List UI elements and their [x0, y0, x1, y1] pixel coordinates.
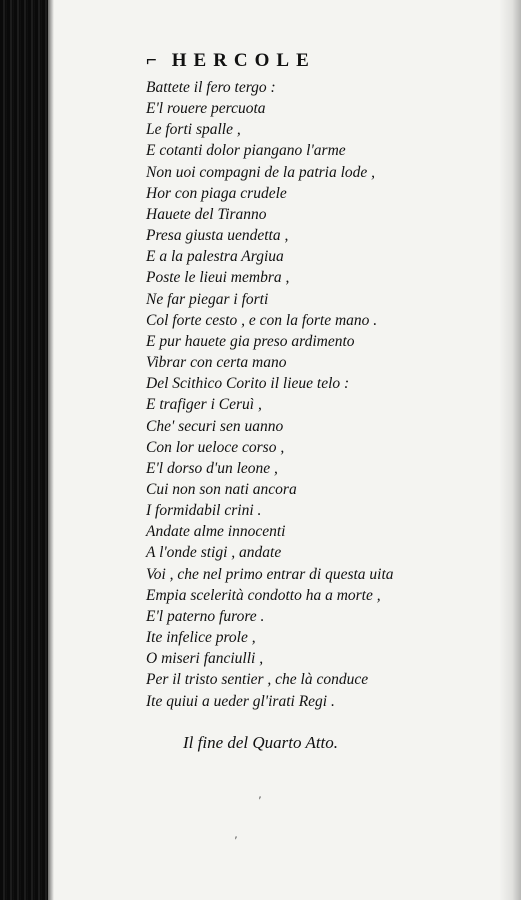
verse-line: E'l dorso d'un leone , [146, 459, 278, 477]
header-title: HERCOLE [171, 50, 316, 71]
verse-line: Andate alme innocenti [146, 523, 286, 541]
verse-line: E'l paterno furore . [146, 607, 265, 625]
verse-line: I formidabil crini . [146, 502, 262, 520]
verse-line: Vibrar con certa mano [146, 354, 287, 372]
verse-line: Hauete del Tiranno [146, 205, 267, 223]
verse-line: Del Scithico Corito il lieue telo : [146, 375, 350, 393]
page-right-shadow [499, 0, 521, 900]
verse-line: E a la palestra Argiua [146, 248, 284, 266]
verse-line: Poste le lieui membra , [146, 269, 290, 287]
verse-line: Cui non son nati ancora [146, 480, 297, 498]
stray-mark: ' [258, 793, 261, 807]
header-bracket: ⌐ [146, 50, 157, 71]
verse-block [146, 77, 446, 712]
verse-line: O miseri fanciulli , [146, 650, 264, 668]
verse-line: Per il tristo sentier , che là conduce [146, 671, 369, 689]
verse-line: Ite infelice prole , [146, 629, 256, 647]
verse-line: Presa giusta uendetta , [146, 227, 289, 245]
verse-line: Col forte cesto , e con la forte mano . [146, 311, 378, 329]
act-end-line: Il fine del Quarto Atto. [183, 733, 339, 752]
verse-line: E pur hauete gia preso ardimento [146, 332, 355, 350]
verse-line: Che' securi sen uanno [146, 417, 284, 435]
verse-line: Hor con piaga crudele [146, 184, 287, 202]
verse-line: E'l rouere percuota [146, 100, 266, 118]
verse-line: Ite quiui a ueder gl'irati Regi . [146, 692, 335, 710]
verse-line: Non uoi compagni de la patria lode , [146, 163, 376, 181]
verse-line: Empia scelerità condotto ha a morte , [146, 586, 381, 604]
verse-line: Battete il fero tergo : [146, 79, 276, 96]
verse-line: Voi , che nel primo entrar di questa uita [146, 565, 394, 583]
running-header [146, 50, 376, 74]
book-binding-edge [0, 0, 48, 900]
verse-line: E cotanti dolor piangano l'arme [146, 142, 346, 160]
verse-line: Le forti spalle , [146, 121, 241, 139]
verse-line: Con lor ueloce corso , [146, 438, 285, 456]
verse-line: E trafiger i Ceruì , [146, 396, 262, 414]
stray-mark: ' [234, 833, 237, 847]
verse-line: A l'onde stigi , andate [146, 544, 282, 562]
verse-line: Ne far piegar i forti [146, 290, 269, 308]
